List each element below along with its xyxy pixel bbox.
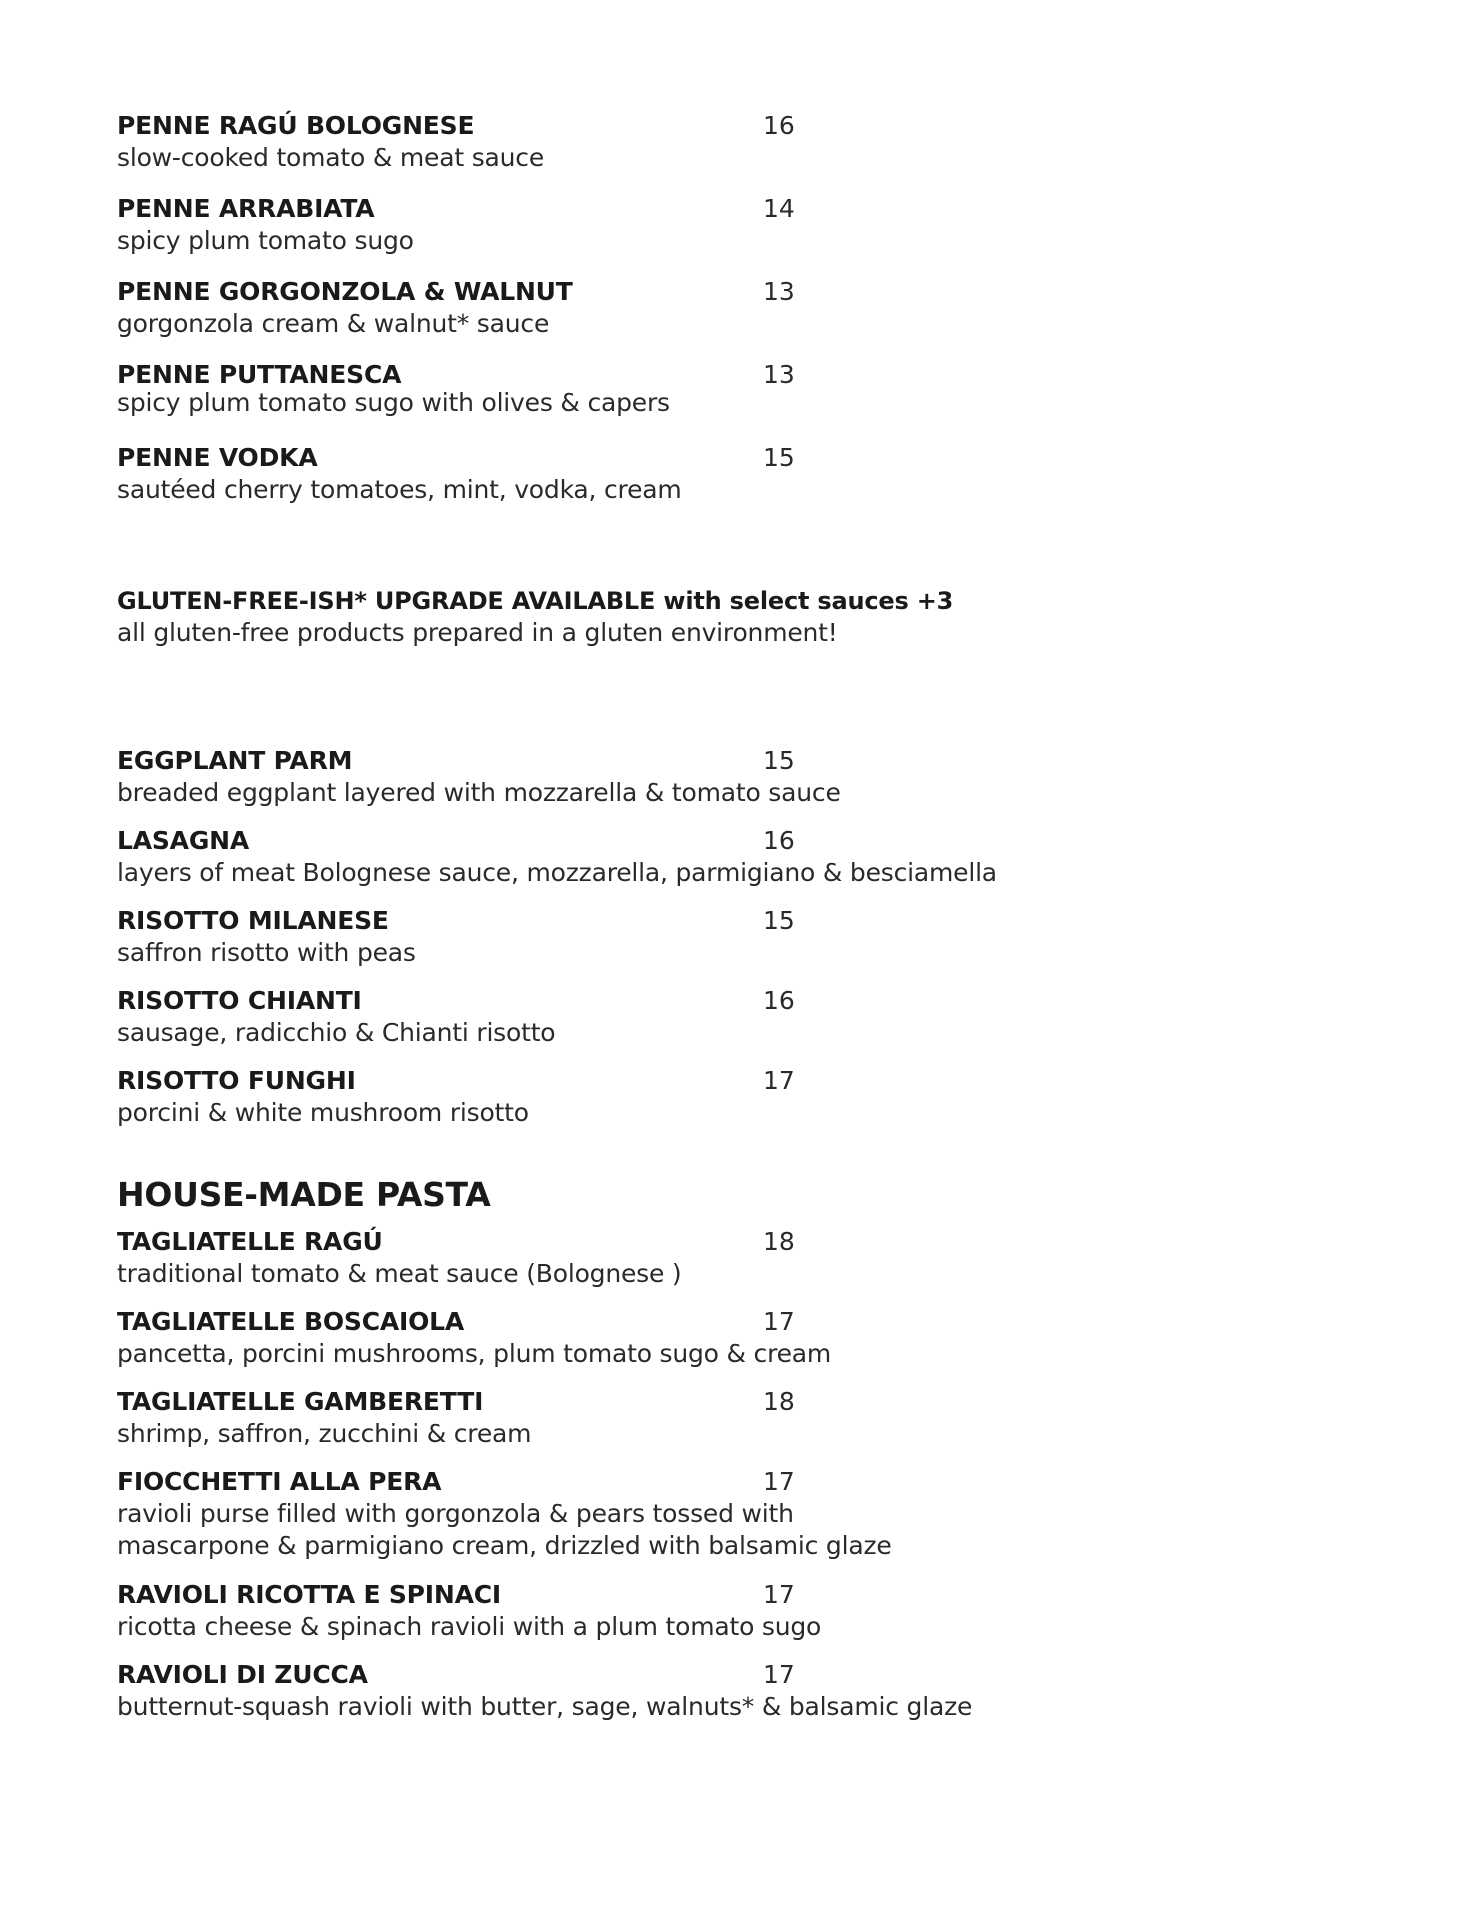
item-name: PENNE RAGÚ BOLOGNESE: [117, 111, 475, 140]
item-description: ricotta cheese & spinach ravioli with a plum tomato sugo: [117, 1612, 822, 1641]
item-name: TAGLIATELLE BOSCAIOLA: [117, 1307, 465, 1336]
item-price: 14: [763, 194, 795, 223]
item-price: 16: [763, 111, 795, 140]
item-name: PENNE GORGONZOLA & WALNUT: [117, 277, 573, 306]
item-name: RISOTTO MILANESE: [117, 906, 389, 935]
item-name: PENNE VODKA: [117, 443, 318, 472]
item-name: RISOTTO FUNGHI: [117, 1066, 356, 1095]
item-price: 17: [763, 1660, 795, 1689]
item-name: PENNE ARRABIATA: [117, 194, 375, 223]
item-description: ravioli purse filled with gorgonzola & pears tossed with: [117, 1499, 794, 1528]
item-price: 16: [763, 986, 795, 1015]
item-price: 18: [763, 1387, 795, 1416]
item-description: butternut-squash ravioli with butter, sage, walnuts* & balsamic glaze: [117, 1692, 973, 1721]
item-description: sausage, radicchio & Chianti risotto: [117, 1018, 556, 1047]
item-name: FIOCCHETTI ALLA PERA: [117, 1467, 442, 1496]
gluten-free-description: all gluten-free products prepared in a gluten environment!: [117, 618, 838, 647]
item-name: RAVIOLI RICOTTA E SPINACI: [117, 1580, 502, 1609]
item-price: 15: [763, 443, 795, 472]
item-name: TAGLIATELLE RAGÚ: [117, 1227, 383, 1256]
item-description: spicy plum tomato sugo: [117, 226, 414, 255]
item-price: 18: [763, 1227, 795, 1256]
item-description: sautéed cherry tomatoes, mint, vodka, cream: [117, 475, 682, 504]
item-price: 17: [763, 1307, 795, 1336]
item-description: porcini & white mushroom risotto: [117, 1098, 529, 1127]
item-description-line-2: mascarpone & parmigiano cream, drizzled with balsamic glaze: [117, 1531, 892, 1560]
section-title: HOUSE-MADE PASTA: [117, 1175, 491, 1214]
item-description: shrimp, saffron, zucchini & cream: [117, 1419, 532, 1448]
item-description: breaded eggplant layered with mozzarella & tomato sauce: [117, 778, 841, 807]
item-description: traditional tomato & meat sauce (Bolognese ): [117, 1259, 682, 1288]
item-description: spicy plum tomato sugo with olives & capers: [117, 388, 670, 417]
gluten-free-title: GLUTEN-FREE-ISH* UPGRADE AVAILABLE with select sauces +3: [117, 587, 954, 615]
item-name: PENNE PUTTANESCA: [117, 360, 402, 389]
item-description: pancetta, porcini mushrooms, plum tomato sugo & cream: [117, 1339, 832, 1368]
item-price: 13: [763, 277, 795, 306]
item-description: saffron risotto with peas: [117, 938, 416, 967]
item-description: slow-cooked tomato & meat sauce: [117, 143, 545, 172]
item-description: layers of meat Bolognese sauce, mozzarella, parmigiano & besciamella: [117, 858, 997, 887]
item-price: 15: [763, 746, 795, 775]
item-price: 13: [763, 360, 795, 389]
item-name: LASAGNA: [117, 826, 250, 855]
item-name: TAGLIATELLE GAMBERETTI: [117, 1387, 484, 1416]
item-price: 15: [763, 906, 795, 935]
item-price: 16: [763, 826, 795, 855]
item-name: RISOTTO CHIANTI: [117, 986, 362, 1015]
item-price: 17: [763, 1580, 795, 1609]
item-name: RAVIOLI DI ZUCCA: [117, 1660, 368, 1689]
item-name: EGGPLANT PARM: [117, 746, 353, 775]
item-price: 17: [763, 1467, 795, 1496]
item-description: gorgonzola cream & walnut* sauce: [117, 309, 550, 338]
item-price: 17: [763, 1066, 795, 1095]
